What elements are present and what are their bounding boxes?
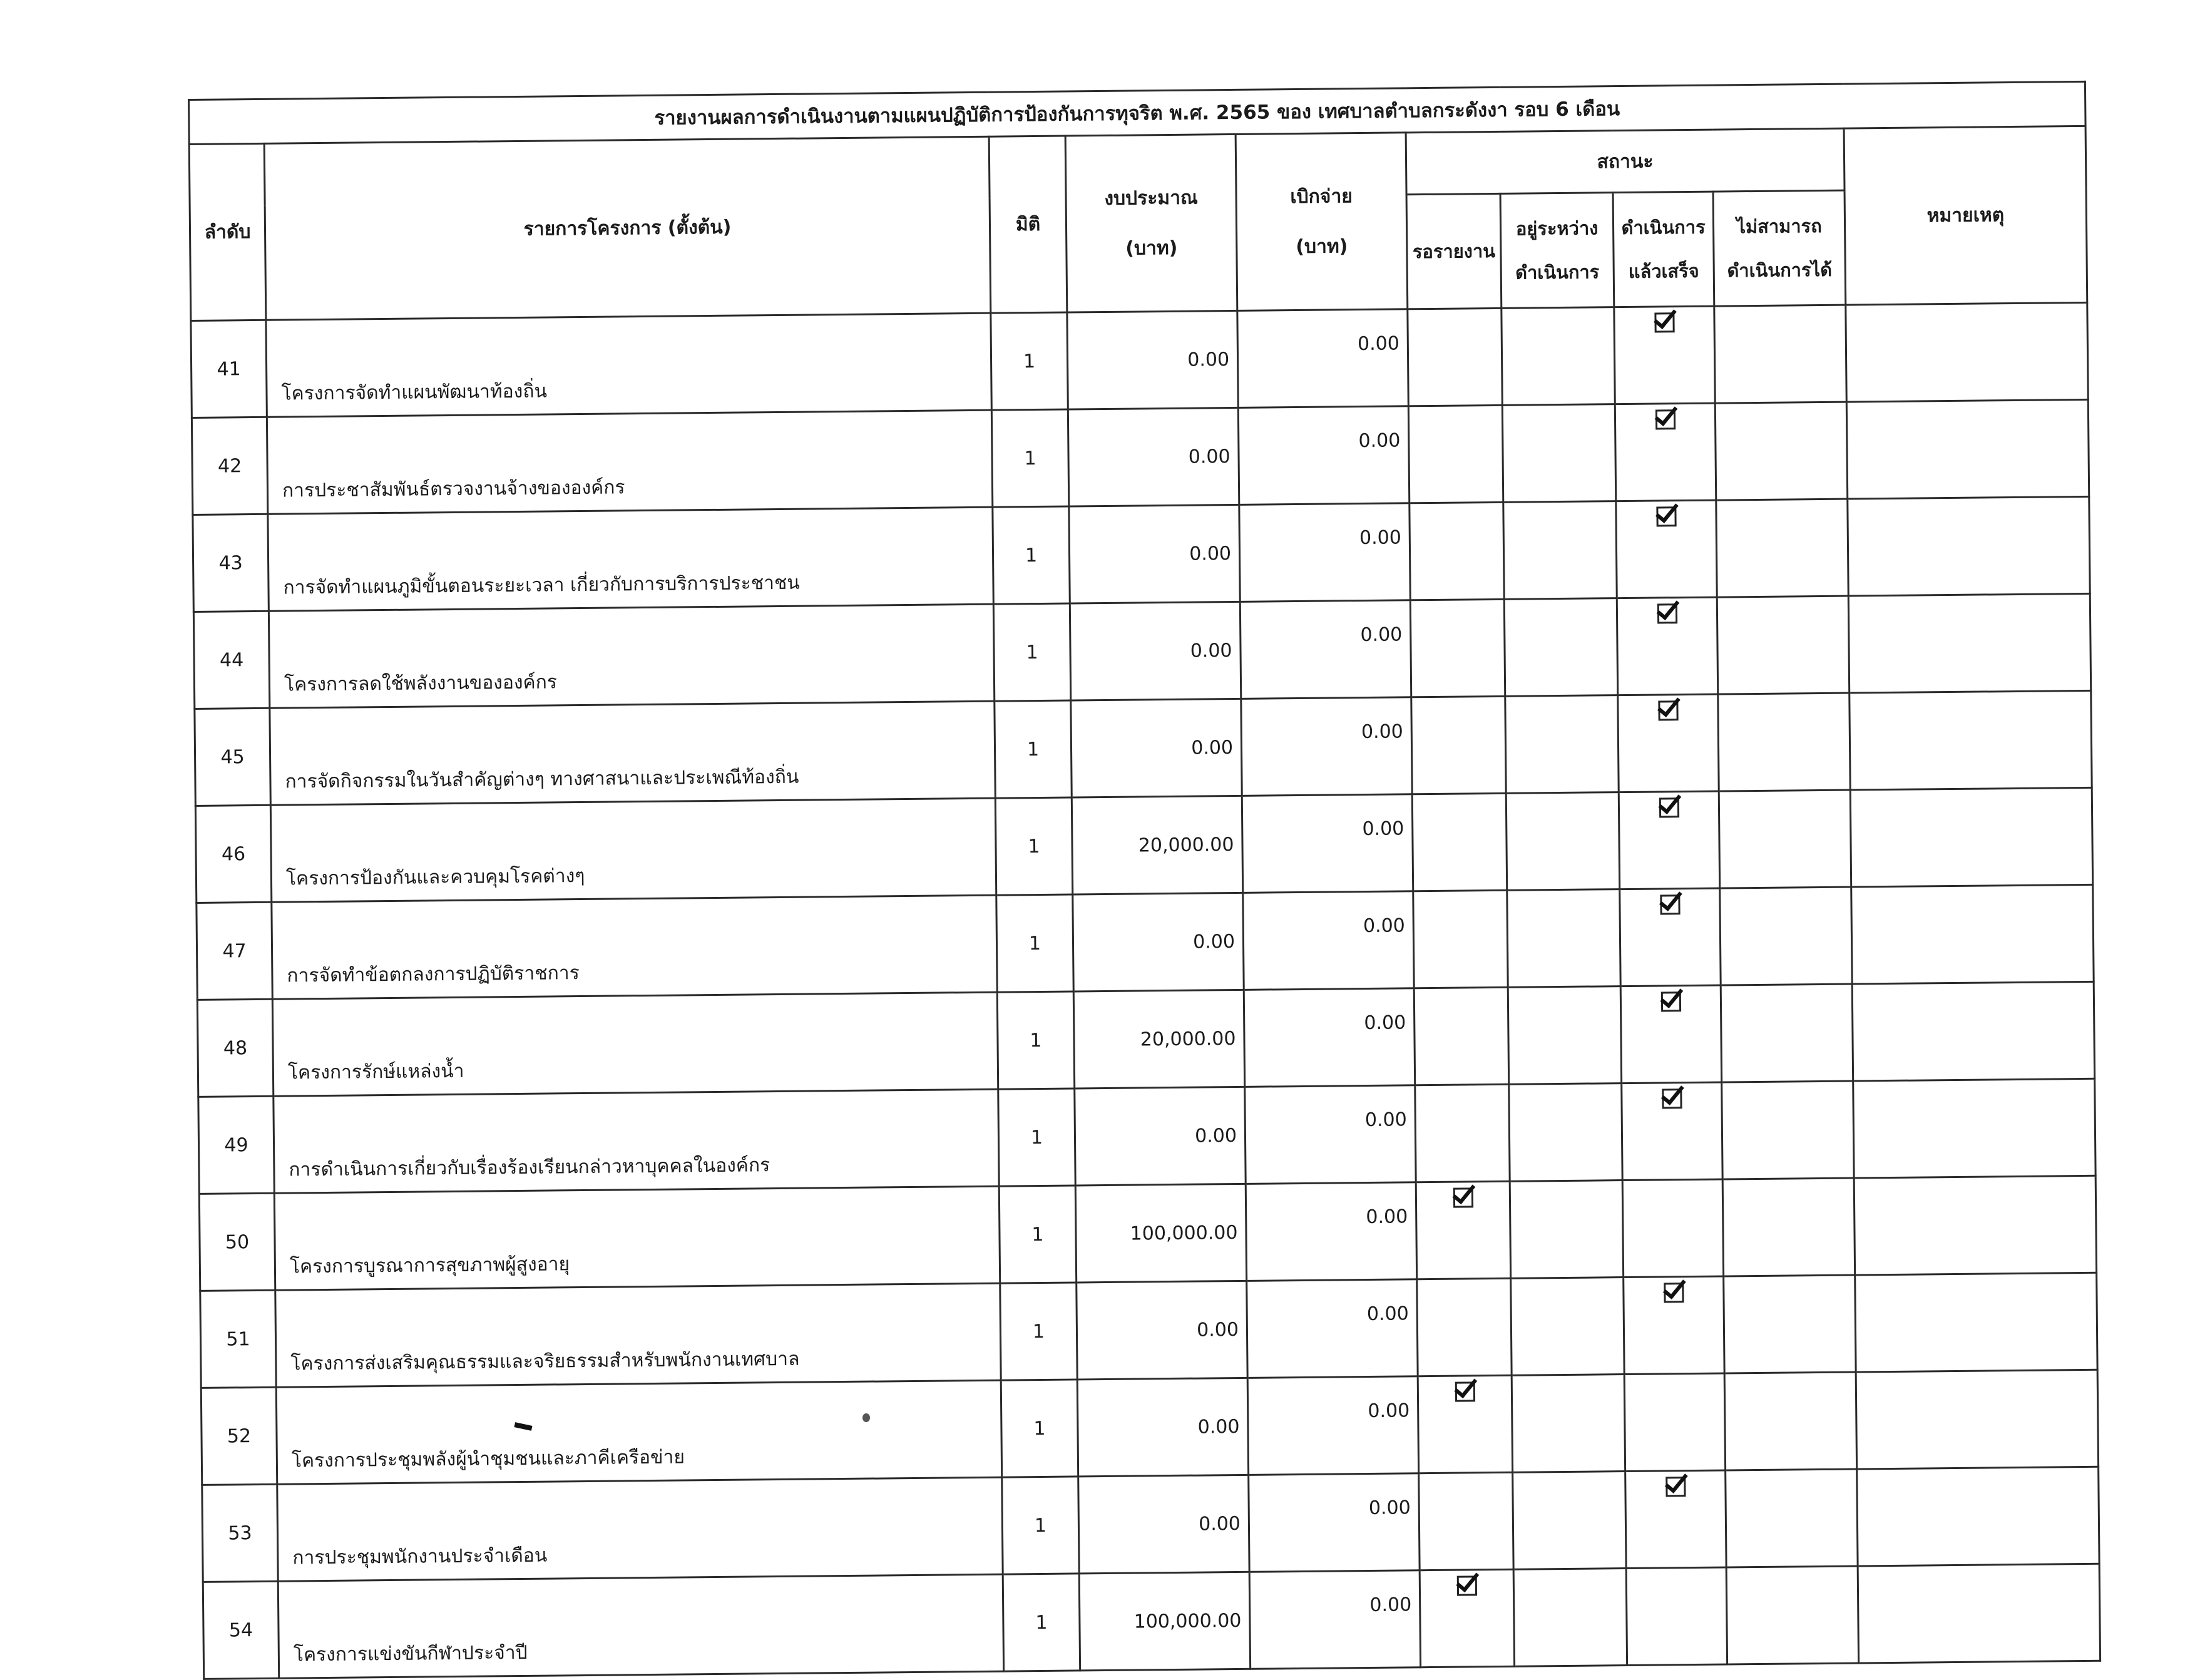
row-status-unable (1724, 1372, 1856, 1470)
row-status-waiting (1414, 987, 1508, 1085)
row-budget: 100,000.00 (1079, 1572, 1250, 1671)
row-status-done (1626, 1567, 1727, 1666)
table-row (191, 302, 2088, 417)
row-no: 51 (200, 1290, 276, 1388)
row-status-waiting (1413, 890, 1508, 988)
header-status-inprogress (1500, 193, 1614, 309)
header-status-inprogress-line2: ดำเนินการ (1515, 261, 1600, 284)
checkbox-checked-icon (1660, 894, 1680, 914)
row-status-unable (1724, 1275, 1856, 1373)
row-status-done (1618, 694, 1719, 792)
row-project-name: การประชุมพนักงานประจำเดือน (277, 1477, 1003, 1581)
table-row (203, 1564, 2100, 1679)
row-paid: 0.00 (1240, 600, 1411, 699)
header-status-unable-line2: ดำเนินการได้ (1727, 259, 1833, 282)
row-remark (1852, 981, 2094, 1081)
table-row (193, 496, 2090, 612)
row-remark (1848, 593, 2090, 693)
row-budget: 0.00 (1073, 893, 1244, 991)
row-dimension: 1 (998, 1088, 1075, 1186)
row-remark (1848, 496, 2090, 596)
row-paid: 0.00 (1247, 1279, 1418, 1378)
row-dimension: 1 (1001, 1380, 1078, 1477)
row-status-inprogress (1511, 1278, 1624, 1376)
row-dimension: 1 (995, 700, 1072, 798)
scan-speck (862, 1413, 870, 1422)
row-paid: 0.00 (1249, 1473, 1420, 1572)
row-status-unable (1722, 1081, 1854, 1179)
row-project-name: การจัดกิจกรรมในวันสำคัญต่างๆ ทางศาสนาและประเพณีท้องถิ่น (270, 701, 995, 805)
row-dimension: 1 (991, 312, 1068, 410)
row-status-unable (1720, 887, 1852, 985)
row-status-done (1622, 1179, 1723, 1278)
row-status-waiting (1420, 1569, 1514, 1667)
row-dimension: 1 (995, 797, 1072, 895)
header-status-done-line2: แล้วเสร็จ (1628, 260, 1699, 282)
row-remark (1853, 1078, 2095, 1178)
row-paid: 0.00 (1245, 1085, 1416, 1184)
row-status-done (1620, 888, 1721, 986)
row-budget: 0.00 (1075, 1087, 1246, 1186)
row-status-unable (1718, 693, 1850, 791)
row-no: 49 (198, 1096, 274, 1194)
row-budget: 0.00 (1077, 1378, 1248, 1477)
row-status-waiting (1416, 1181, 1510, 1279)
row-status-waiting (1408, 405, 1503, 503)
row-project-name: การจัดทำข้อตกลงการปฏิบัติราชการ (272, 895, 997, 999)
header-status-unable (1713, 190, 1846, 306)
row-status-done (1615, 403, 1716, 501)
row-budget: 20,000.00 (1073, 990, 1244, 1088)
row-status-inprogress (1503, 501, 1617, 600)
row-dimension: 1 (991, 409, 1068, 507)
row-status-unable (1719, 790, 1851, 888)
row-status-waiting (1412, 793, 1507, 891)
row-project-name: โครงการแข่งขันกีฬาประจำปี (278, 1574, 1003, 1678)
row-status-inprogress (1513, 1472, 1626, 1570)
table-row (201, 1370, 2098, 1485)
row-status-inprogress (1504, 598, 1617, 697)
row-no: 44 (193, 611, 269, 709)
header-paid-line2: (บาท) (1296, 235, 1348, 258)
row-budget: 0.00 (1071, 699, 1242, 797)
header-status-done (1613, 192, 1714, 307)
checkbox-checked-icon (1453, 1187, 1473, 1207)
row-paid: 0.00 (1247, 1376, 1418, 1475)
row-paid: 0.00 (1241, 697, 1412, 796)
header-paid-line1: เบิกจ่าย (1290, 185, 1353, 208)
checkbox-checked-icon (1655, 409, 1675, 429)
checkbox-checked-icon (1665, 1477, 1686, 1497)
row-paid: 0.00 (1243, 891, 1414, 990)
table-row (195, 690, 2092, 806)
row-remark (1846, 302, 2088, 402)
row-dimension: 1 (997, 991, 1074, 1089)
row-status-unable (1714, 305, 1846, 403)
row-budget: 0.00 (1070, 602, 1241, 700)
header-remark: หมายเหตุ (1844, 126, 2087, 305)
row-no: 46 (195, 805, 271, 903)
checkbox-checked-icon (1656, 506, 1676, 526)
row-status-done (1614, 306, 1715, 404)
row-status-inprogress (1508, 986, 1621, 1085)
row-project-name: การประชาสัมพันธ์ตรวจงานจ้างขององค์กร (267, 410, 992, 514)
row-no: 52 (201, 1387, 277, 1485)
row-budget: 100,000.00 (1075, 1184, 1246, 1283)
row-status-waiting (1415, 1084, 1510, 1182)
row-status-inprogress (1512, 1375, 1625, 1473)
header-no: ลำดับ (189, 143, 266, 320)
checkbox-checked-icon (1455, 1381, 1475, 1401)
row-budget: 0.00 (1067, 310, 1238, 409)
header-budget-line1: งบประมาณ (1104, 187, 1198, 210)
table-row (197, 981, 2094, 1097)
header-status-inprogress-line1: อยู่ระหว่าง (1515, 217, 1599, 240)
table-row (202, 1467, 2099, 1582)
row-status-done (1620, 985, 1721, 1083)
row-status-unable (1726, 1566, 1858, 1664)
row-paid: 0.00 (1246, 1182, 1416, 1281)
row-status-done (1616, 500, 1717, 598)
checkbox-checked-icon (1456, 1575, 1476, 1595)
row-remark (1850, 787, 2092, 887)
row-status-waiting (1410, 599, 1505, 697)
table-row (193, 593, 2090, 709)
row-no: 45 (195, 708, 270, 806)
row-remark (1846, 399, 2089, 499)
row-status-inprogress (1505, 695, 1619, 794)
header-budget-line2: (บาท) (1125, 237, 1178, 260)
row-dimension: 1 (993, 603, 1070, 701)
header-budget (1065, 134, 1237, 312)
checkbox-checked-icon (1664, 1283, 1684, 1303)
row-project-name: โครงการส่งเสริมคุณธรรมและจริยธรรมสำหรับพนักงานเทศบาล (275, 1283, 1001, 1387)
row-project-name: การดำเนินการเกี่ยวกับเรื่องร้องเรียนกล่าวหาบุคคลในองค์กร (274, 1089, 999, 1193)
row-status-unable (1726, 1469, 1858, 1567)
row-no: 54 (203, 1581, 279, 1679)
header-status-unable-line1: ไม่สามารถ (1736, 215, 1822, 238)
row-status-unable (1715, 402, 1847, 500)
row-no: 43 (193, 514, 269, 612)
row-status-inprogress (1509, 1083, 1622, 1182)
row-status-unable (1717, 596, 1849, 694)
checkbox-checked-icon (1659, 797, 1679, 817)
row-project-name: โครงการบูรณาการสุขภาพผู้สูงอายุ (274, 1186, 1000, 1290)
row-status-inprogress (1502, 404, 1615, 503)
row-budget: 0.00 (1068, 407, 1239, 506)
row-project-name: โครงการรักษ์แหล่งน้ำ (272, 992, 998, 1096)
row-status-waiting (1419, 1472, 1513, 1570)
row-project-name: โครงการจัดทำแผนพัฒนาท้องถิ่น (266, 313, 991, 417)
row-status-unable (1722, 1178, 1855, 1276)
table-row (195, 787, 2092, 903)
header-status-done-line1: ดำเนินการ (1621, 216, 1706, 239)
row-status-inprogress (1502, 307, 1615, 406)
row-status-done (1624, 1373, 1725, 1472)
row-no: 48 (197, 999, 273, 1097)
report-sheet (188, 81, 2096, 1666)
header-dimension: มิติ (989, 136, 1067, 313)
row-status-inprogress (1507, 889, 1620, 988)
row-status-done (1617, 597, 1717, 695)
table-row (200, 1273, 2097, 1388)
row-dimension: 1 (999, 1186, 1076, 1283)
row-status-inprogress (1510, 1181, 1623, 1279)
report-table (188, 81, 2101, 1680)
row-no: 50 (199, 1193, 275, 1291)
checkbox-checked-icon (1660, 991, 1681, 1012)
row-status-unable (1716, 499, 1848, 597)
row-paid: 0.00 (1242, 794, 1413, 893)
row-project-name: โครงการประชุมพลังผู้นำชุมชนและภาคีเครือข่าย (276, 1380, 1001, 1484)
row-status-waiting (1408, 308, 1502, 406)
row-status-done (1624, 1276, 1724, 1375)
row-paid: 0.00 (1238, 406, 1409, 505)
row-status-waiting (1417, 1278, 1512, 1376)
row-budget: 0.00 (1078, 1475, 1249, 1574)
table-row (197, 884, 2094, 1000)
row-no: 41 (191, 320, 267, 417)
header-paid (1236, 133, 1408, 311)
row-status-unable (1721, 984, 1853, 1082)
row-remark (1858, 1564, 2100, 1663)
row-paid: 0.00 (1244, 988, 1415, 1087)
row-budget: 20,000.00 (1072, 796, 1242, 894)
table-body (191, 302, 2100, 1679)
header-project: รายการโครงการ (ตั้งต้น) (264, 136, 991, 320)
row-status-waiting (1418, 1375, 1512, 1473)
row-no: 42 (192, 417, 267, 515)
row-no: 53 (202, 1484, 278, 1582)
row-budget: 0.00 (1077, 1281, 1247, 1380)
row-dimension: 1 (1003, 1574, 1080, 1671)
row-project-name: การจัดทำแผนภูมิขั้นตอนระยะเวลา เกี่ยวกับการบริการประชาชน (268, 507, 993, 611)
row-project-name: โครงการลดใช้พลังงานขององค์กร (269, 604, 994, 708)
table-row (199, 1175, 2096, 1291)
row-project-name: โครงการป้องกันและควบคุมโรคต่างๆ (270, 798, 996, 902)
row-dimension: 1 (996, 894, 1073, 992)
row-paid: 0.00 (1249, 1570, 1420, 1669)
row-status-inprogress (1506, 792, 1619, 891)
table-row (192, 399, 2089, 515)
header-status-waiting: รอรายงาน (1406, 193, 1502, 309)
row-paid: 0.00 (1237, 309, 1408, 408)
row-remark (1857, 1467, 2099, 1566)
checkbox-checked-icon (1654, 312, 1674, 332)
row-status-waiting (1411, 696, 1506, 794)
row-no: 47 (197, 902, 272, 1000)
row-dimension: 1 (1000, 1283, 1077, 1380)
row-remark (1850, 690, 2092, 790)
row-remark (1856, 1370, 2098, 1469)
checkbox-checked-icon (1657, 603, 1677, 623)
row-status-done (1622, 1082, 1722, 1181)
row-status-waiting (1410, 502, 1504, 600)
row-budget: 0.00 (1069, 505, 1240, 603)
checkbox-checked-icon (1662, 1088, 1682, 1109)
checkbox-checked-icon (1658, 700, 1678, 720)
row-paid: 0.00 (1239, 503, 1410, 602)
row-dimension: 1 (993, 506, 1070, 604)
row-dimension: 1 (1002, 1477, 1079, 1574)
report-title: รายงานผลการดำเนินงานตามแผนปฏิบัติการป้องกันการทุจริต พ.ศ. 2565 ของ เทศบาลตำบลกระดังงา รอบ 6 เดือน (189, 81, 2086, 144)
row-status-inprogress (1513, 1569, 1627, 1667)
row-status-done (1619, 791, 1719, 889)
table-row (198, 1078, 2095, 1194)
row-remark (1851, 884, 2094, 984)
row-remark (1854, 1175, 2096, 1275)
header-status: สถานะ (1406, 128, 1845, 195)
row-status-done (1625, 1470, 1726, 1569)
row-remark (1855, 1273, 2097, 1372)
